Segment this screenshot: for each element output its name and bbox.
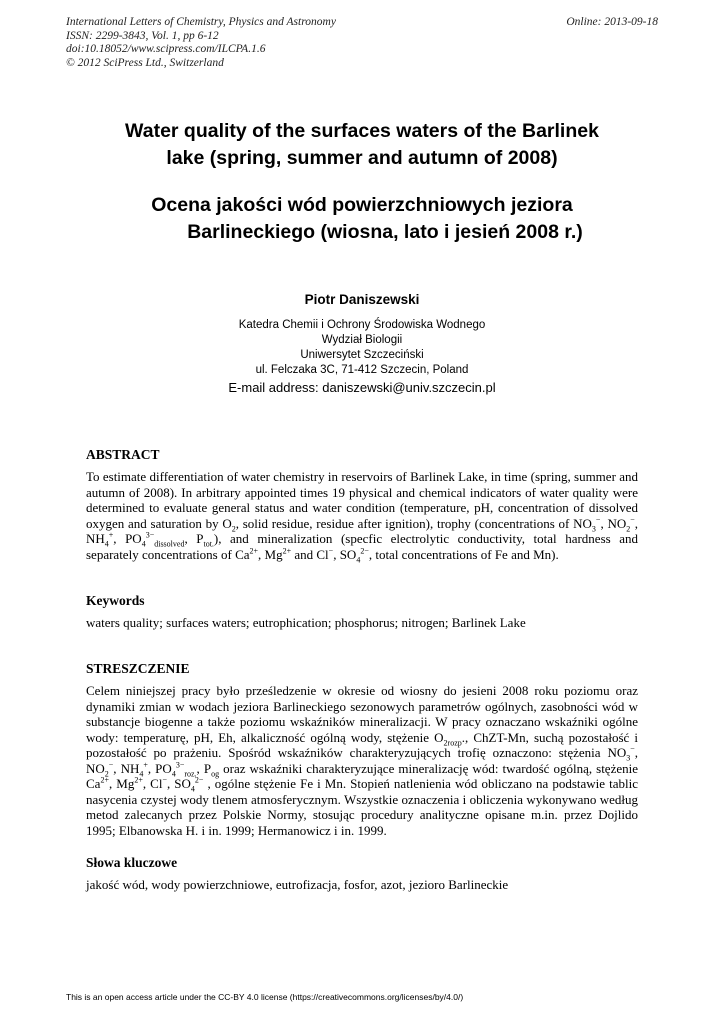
- slowa-kluczowe-text: jakość wód, wody powierzchniowe, eutrofizacja, fosfor, azot, jezioro Barlineckie: [86, 877, 509, 892]
- keywords-heading: Keywords: [86, 593, 145, 608]
- doi-line: doi:10.18052/www.scipress.com/ILCPA.1.6: [66, 43, 266, 55]
- email-address: E-mail address: daniszewski@univ.szczecin.pl: [228, 380, 496, 395]
- streszczenie-text: Celem niniejszej pracy było prześledzenie w okresie od wiosny do jesieni 2008 roku poziomu oraz dynamiki zmian w wodach jeziora Barlineckiego sezonowych parametrów ogólnych, zasobności wód w substancje biogenne a także poziomu wskaźników mineralizacji. W pracy oznaczano wskaźniki ogólne wody: temperaturę, pH, Eh, alkaliczność ogólną wody, stężenie $O_{2rozp}$., ChZT-Mn, suchą pozostałość i pozostałość po prażeniu. Spośród wskaźników charakteryzujących trofię oznaczono: stężenia $NO_3^-$, $NO_2^-$, $NH_4^+$, $PO_4^{3-}_{roz.}$, $P_{og}$ oraz wskaźniki charakteryzujące mineralizację wód: twardość ogólną, stężenie $Ca^{2+}$, $Mg^{2+}$, Cl−, $SO_4^{2-}$ , ogólne stężenie Fe i Mn. Stopień natlenienia wód obliczano na podstawie tablic nasycenia czystej wody tlenem atmosferycznym. Wszystkie oznaczenia i obliczenia wykonywano według metod zalecanych przez Polskie Normy, stosując procedury analityczne opisane m.in. przez Dojlido 1995; Elbanowska H. i in. 1999; Hermanowicz i in. 1999.: [86, 683, 638, 838]
- abstract-text: To estimate differentiation of water chemistry in reservoirs of Barlinek Lake, in time (spring, summer and autumn of 2008). In arbitrary appointed times 19 physical and chemical indicators of water quality were determined to evaluate general status and water condition (temperature, pH, concentration of dissolved oxygen and saturation by $O_2$, solid residue, residue after ignition), trophy (concentrations of $NO_3^-$, $NO_2^-$, $NH_4^+$, $PO_4^{3-}_{dissolved}$, $P_{tot.}$), and mineralization (specfic electrolytic conductivity, total hardness and separately concentrations of $Ca^{2+}$, $Mg^{2+}$ and Cl−, $SO_4^{2-}$, total concentrations of Fe and Mn).: [86, 469, 638, 565]
- affiliation-department: Katedra Chemii i Ochrony Środowiska Wodnego: [238, 319, 486, 331]
- affiliation-address: ul. Felczaka 3C, 71-412 Szczecin, Poland: [255, 364, 469, 376]
- title-english: [60, 118, 664, 172]
- author-name: Piotr Daniszewski: [304, 292, 420, 307]
- affiliation-university: Uniwersytet Szczeciński: [300, 349, 424, 361]
- slowa-kluczowe-heading: Słowa kluczowe: [86, 855, 178, 870]
- issn-line: ISSN: 2299-3843, Vol. 1, pp 6-12: [66, 29, 219, 42]
- affiliation: [60, 318, 664, 378]
- journal-header: [66, 16, 336, 70]
- keywords-text: waters quality; surfaces waters; eutrophication; phosphorus; nitrogen; Barlinek Lake: [86, 615, 526, 630]
- title-english-line-2: lake (spring, summer and autumn of 2008): [166, 147, 558, 169]
- journal-name: International Letters of Chemistry, Physics and Astronomy: [66, 16, 336, 28]
- title-polish: [60, 192, 664, 246]
- copyright-line: © 2012 SciPress Ltd., Switzerland: [66, 56, 224, 69]
- online-date: Online: 2013-09-18: [566, 16, 658, 28]
- title-polish-line-2: Barlineckiego (wiosna, lato i jesień 2008 r.): [187, 221, 583, 243]
- streszczenie-heading: STRESZCZENIE: [86, 661, 190, 676]
- affiliation-faculty: Wydział Biologii: [321, 334, 403, 346]
- title-english-line-1: Water quality of the surfaces waters of the Barlinek: [125, 120, 599, 142]
- abstract-heading: ABSTRACT: [86, 447, 160, 462]
- license-footer: This is an open access article under the CC-BY 4.0 license (https://creativecommons.org/licenses/by/4.0/): [66, 992, 464, 1002]
- title-polish-line-1: Ocena jakości wód powierzchniowych jeziora: [151, 194, 573, 216]
